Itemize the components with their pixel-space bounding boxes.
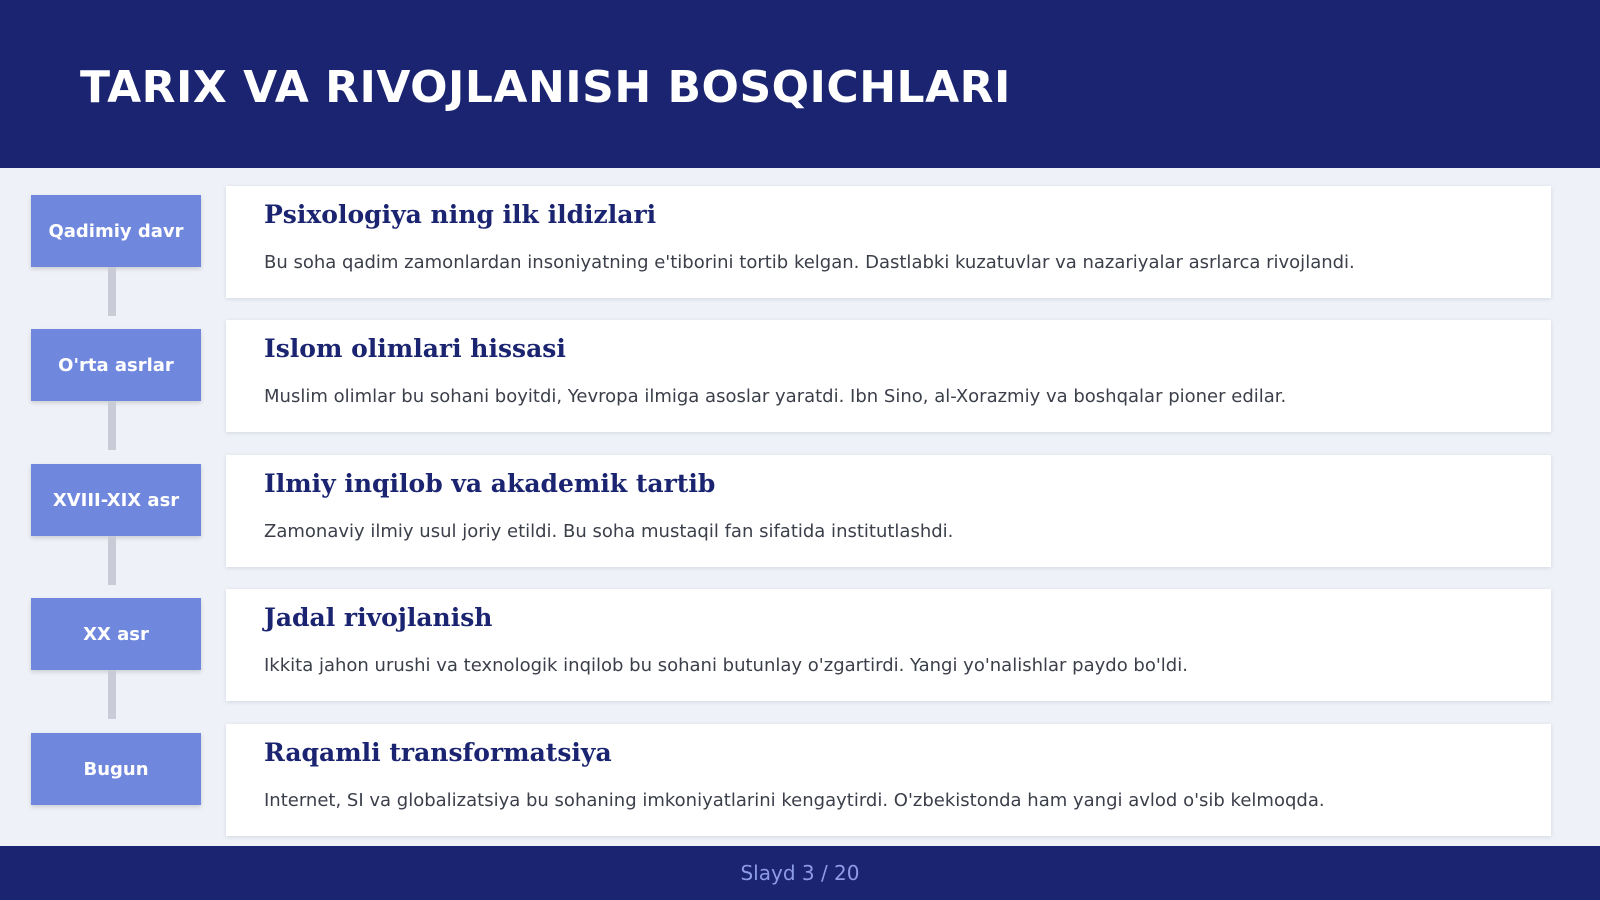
timeline-row [0, 186, 1600, 298]
card-title: Psixologiya ning ilk ildizlari [264, 200, 657, 229]
card-title: Islom olimlari hissasi [264, 334, 566, 363]
card-title: Jadal rivojlanish [264, 603, 493, 632]
timeline-card [226, 589, 1551, 701]
slide-title: TARIX VA RIVOJLANISH BOSQICHLARI [80, 62, 1011, 113]
timeline-row [0, 589, 1600, 701]
timeline-row [0, 724, 1600, 836]
slide-header [0, 0, 1600, 168]
timeline-row [0, 320, 1600, 432]
era-badge[interactable]: XX asr [31, 598, 201, 670]
card-text: Internet, SI va globalizatsiya bu sohaning imkoniyatlarini kengaytirdi. O'zbekistonda ham yangi avlod o'sib kelmoqda. [264, 790, 1325, 811]
slide-footer [0, 846, 1600, 900]
timeline-connector [108, 670, 116, 719]
era-badge[interactable]: Bugun [31, 733, 201, 805]
timeline-connector [108, 536, 116, 585]
era-badge[interactable]: Qadimiy davr [31, 195, 201, 267]
timeline-card [226, 186, 1551, 298]
timeline-connector [108, 401, 116, 450]
era-badge[interactable]: O'rta asrlar [31, 329, 201, 401]
card-text: Bu soha qadim zamonlardan insoniyatning e'tiborini tortib kelgan. Dastlabki kuzatuvlar va nazariyalar asrlarca rivojlandi. [264, 252, 1355, 273]
card-title: Raqamli transformatsiya [264, 738, 612, 767]
card-title: Ilmiy inqilob va akademik tartib [264, 469, 716, 498]
timeline-connector [108, 267, 116, 316]
timeline-row [0, 455, 1600, 567]
timeline-card [226, 724, 1551, 836]
timeline [0, 168, 1600, 846]
slide-counter: Slayd 3 / 20 [740, 861, 860, 885]
card-text: Muslim olimlar bu sohani boyitdi, Yevropa ilmiga asoslar yaratdi. Ibn Sino, al-Xorazmiy va boshqalar pioner edilar. [264, 386, 1287, 407]
card-text: Zamonaviy ilmiy usul joriy etildi. Bu soha mustaqil fan sifatida institutlashdi. [264, 521, 954, 542]
timeline-card [226, 455, 1551, 567]
era-badge[interactable]: XVIII-XIX asr [31, 464, 201, 536]
timeline-card [226, 320, 1551, 432]
card-text: Ikkita jahon urushi va texnologik inqilob bu sohani butunlay o'zgartirdi. Yangi yo'nalishlar paydo bo'ldi. [264, 655, 1188, 676]
